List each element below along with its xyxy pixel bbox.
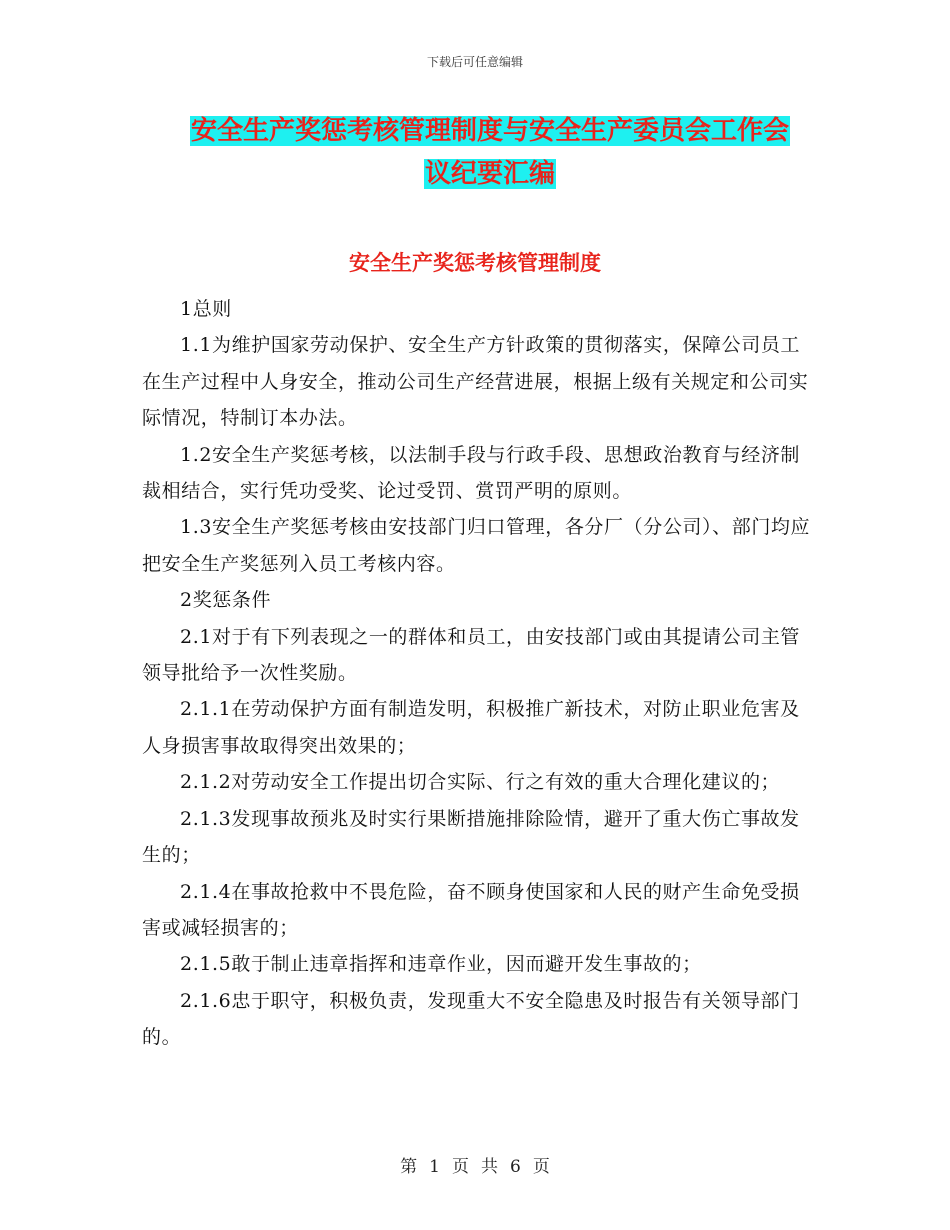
body-content: [142, 291, 812, 1056]
footer-page-prefix: 第: [400, 1157, 418, 1177]
footer-page-number: 1: [429, 1157, 440, 1177]
document-title: [160, 110, 820, 196]
document-title-line-1: 安全生产奖惩考核管理制度与安全生产委员会工作会: [190, 116, 789, 146]
footer-total-pages: 6: [510, 1157, 521, 1177]
document-title-line-2: 议纪要汇编: [424, 159, 555, 189]
footer-total-suffix: 页: [532, 1157, 550, 1177]
paragraph: 2奖惩条件: [180, 589, 272, 612]
paragraph: 1.3安全生产奖惩考核由安技部门归口管理，各分厂（分公司）、部门均应把安全生产奖惩列入员工考核内容。: [142, 516, 811, 575]
footer-page-mid: 页: [452, 1157, 469, 1177]
paragraph: 2.1.5敢于制止违章指挥和违章作业，因而避开发生事故的；: [180, 953, 702, 976]
paragraph: 2.1.2对劳动安全工作提出切合实际、行之有效的重大合理化建议的；: [180, 771, 781, 794]
page-footer: [0, 1152, 950, 1177]
paragraph: 1总则: [180, 298, 232, 320]
header-note: 下载后可任意编辑: [426, 55, 523, 69]
paragraph: 1.2安全生产奖惩考核，以法制手段与行政手段、思想政治教育与经济制裁相结合，实行凭功受奖、论过受罚、赏罚严明的原则。: [142, 443, 801, 503]
section-title: 安全生产奖惩考核管理制度: [349, 251, 601, 275]
paragraph: 2.1.3发现事故预兆及时实行果断措施排除险情，避开了重大伤亡事故发生的；: [142, 807, 800, 867]
paragraph: 2.1.4在事故抢救中不畏危险，奋不顾身使国家和人民的财产生命免受损害或减轻损害的；: [142, 880, 800, 939]
footer-total-prefix: 共: [481, 1157, 498, 1177]
paragraph: 1.1为维护国家劳动保护、安全生产方针政策的贯彻落实，保障公司员工在生产过程中人身安全，推动公司生产经营进展，根据上级有关规定和公司实际情况，特制订本办法。: [142, 334, 809, 430]
paragraph: 2.1.6忠于职守，积极负责，发现重大不安全隐患及时报告有关领导部门的。: [142, 989, 800, 1049]
paragraph: 2.1对于有下列表现之一的群体和员工，由安技部门或由其提请公司主管领导批给予一次性奖励。: [142, 625, 801, 685]
paragraph: 2.1.1在劳动保护方面有制造发明，积极推广新技术，对防止职业危害及人身损害事故取得突出效果的；: [142, 698, 800, 757]
